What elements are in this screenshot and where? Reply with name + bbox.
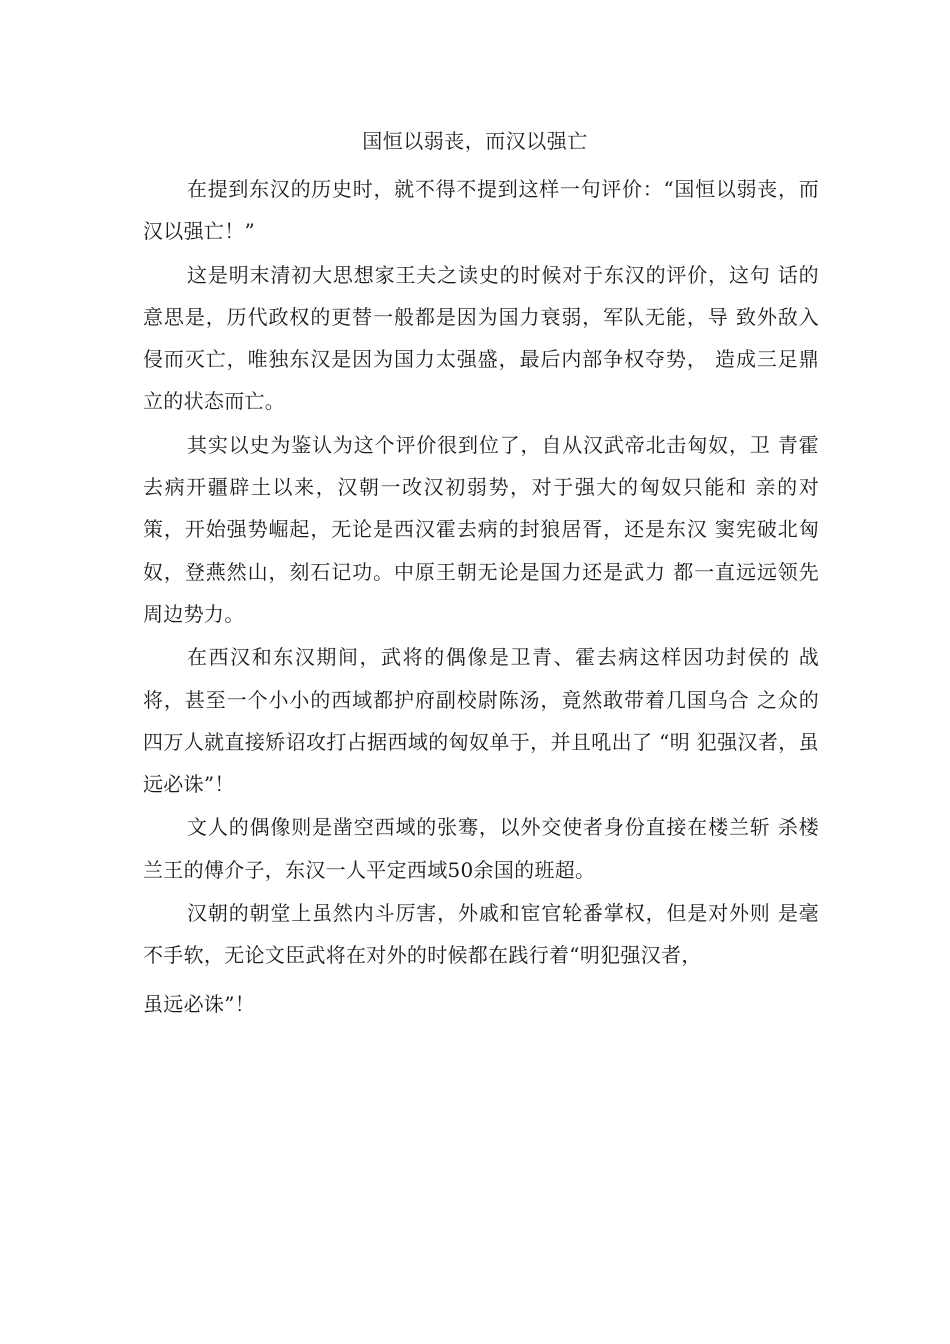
- paragraph-6: 汉朝的朝堂上虽然内斗厉害，外戚和宦官轮番掌权，但是对外则 是毫不手软，无论文臣武将在对外的时候都在践行着“明犯强汉者，: [143, 901, 819, 968]
- document-title: 国恒以弱丧，而汉以强亡: [362, 129, 588, 153]
- paragraph-4: 在西汉和东汉期间，武将的偶像是卫青、霍去病这样因功封侯的 战将，甚至一个小小的西域都护府副校尉陈汤，竟然敢带着几国乌合 之众的四万人就直接矫诏攻打占据西域的匈奴单于，并且吼出了 “明 犯强汉者，虽远必诛”！: [143, 645, 819, 797]
- paragraph-3: 其实以史为鉴认为这个评价很到位了，自从汉武帝北击匈奴，卫 青霍去病开疆辟土以来，汉朝一改汉初弱势，对于强大的匈奴只能和 亲的对策，开始强势崛起，无论是西汉霍去病的封狼居胥，还是东汉 窦宪破北匈奴，登燕然山，刻石记功。中原王朝无论是国力还是武力 都一直远远领先周边势力。: [143, 432, 819, 626]
- paragraph-5: 文人的偶像则是凿空西域的张骞，以外交使者身份直接在楼兰斩 杀楼兰王的傅介子，东汉一人平定西域50余国的班超。: [143, 815, 819, 882]
- paragraph-2: 这是明末清初大思想家王夫之读史的时候对于东汉的评价，这句 话的意思是，历代政权的更替一般都是因为国力衰弱，军队无能，导 致外敌入侵而灭亡，唯独东汉是因为国力太强盛，最后内部争权夺势， 造成三足鼎立的状态而亡。: [143, 262, 819, 414]
- closing-line: 虽远必诛”！: [143, 991, 256, 1016]
- paragraph-1: 在提到东汉的历史时，就不得不提到这样一句评价：“国恒以弱丧，而汉以强亡！”: [143, 177, 819, 244]
- document-body: [143, 168, 819, 1026]
